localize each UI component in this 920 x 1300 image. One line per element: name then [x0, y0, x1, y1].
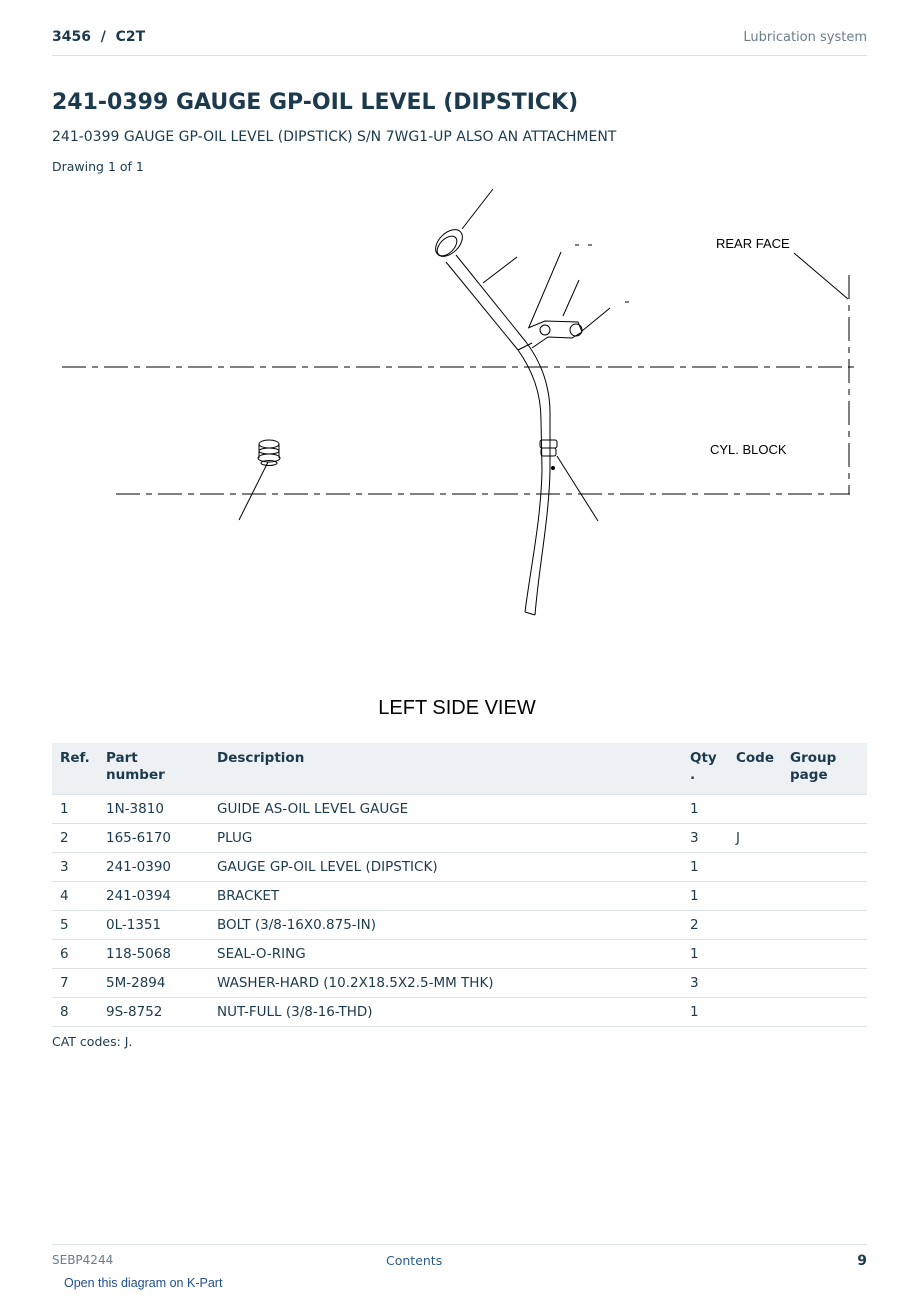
page-subtitle: 241-0399 GAUGE GP-OIL LEVEL (DIPSTICK) S/N 7WG1-UP ALSO AN ATTACHMENT: [52, 129, 617, 145]
table-row: [52, 795, 867, 824]
drawing-count-label: Drawing 1 of 1: [52, 159, 144, 174]
page-title: 241-0399 GAUGE GP-OIL LEVEL (DIPSTICK): [52, 90, 579, 115]
description-cell: GUIDE AS-OIL LEVEL GAUGE: [209, 795, 682, 824]
description-cell: BRACKET: [209, 882, 682, 911]
parts-table: [52, 743, 867, 1027]
group-page-header: Group page: [782, 743, 867, 795]
part-number-cell: 118-5068: [98, 940, 209, 969]
code-cell: [728, 911, 782, 940]
qty-cell: 3: [682, 824, 728, 853]
kpart-diagram-link[interactable]: Open this diagram on K-Part: [64, 1276, 223, 1290]
ref-cell: 3: [52, 853, 98, 882]
qty-cell: 1: [682, 998, 728, 1027]
code-header: Code: [728, 743, 782, 795]
description-cell: SEAL-O-RING: [209, 940, 682, 969]
group-page-cell: [782, 882, 867, 911]
group-page-cell: [782, 969, 867, 998]
ref-cell: 1: [52, 795, 98, 824]
table-row: [52, 998, 867, 1027]
cat-codes-note: CAT codes: J.: [52, 1034, 133, 1049]
code-cell: [728, 853, 782, 882]
table-row: [52, 882, 867, 911]
code-cell: [728, 998, 782, 1027]
group-page-cell: [782, 998, 867, 1027]
table-row: [52, 940, 867, 969]
code-cell: [728, 940, 782, 969]
section-label: Lubrication system: [743, 30, 867, 45]
contents-link[interactable]: Contents: [386, 1253, 443, 1268]
code-cell: [728, 969, 782, 998]
cyl-block-label: CYL. BLOCK: [710, 442, 787, 457]
group-page-cell: [782, 911, 867, 940]
description-cell: GAUGE GP-OIL LEVEL (DIPSTICK): [209, 853, 682, 882]
ref-cell: 4: [52, 882, 98, 911]
qty-cell: 1: [682, 882, 728, 911]
qty-cell: 1: [682, 795, 728, 824]
description-header: Description: [209, 743, 682, 795]
part-number-cell: 9S-8752: [98, 998, 209, 1027]
ref-cell: 8: [52, 998, 98, 1027]
view-caption: LEFT SIDE VIEW: [378, 697, 536, 719]
table-row: [52, 911, 867, 940]
qty-cell: 1: [682, 853, 728, 882]
description-cell: WASHER-HARD (10.2X18.5X2.5-MM THK): [209, 969, 682, 998]
part-number-cell: 241-0394: [98, 882, 209, 911]
ref-cell: 7: [52, 969, 98, 998]
part-number-cell: 5M-2894: [98, 969, 209, 998]
description-cell: NUT-FULL (3/8-16-THD): [209, 998, 682, 1027]
part-number-cell: 241-0390: [98, 853, 209, 882]
rear-face-label: REAR FACE: [716, 236, 790, 251]
group-page-cell: [782, 940, 867, 969]
table-row: [52, 969, 867, 998]
part-number-header: Part number: [98, 743, 209, 795]
ref-cell: 2: [52, 824, 98, 853]
code-cell: [728, 795, 782, 824]
qty-header: Qty .: [682, 743, 728, 795]
table-row: [52, 824, 867, 853]
page-number: 9: [857, 1253, 867, 1269]
parts-diagram: [0, 180, 914, 640]
qty-cell: 3: [682, 969, 728, 998]
part-number-cell: 165-6170: [98, 824, 209, 853]
qty-cell: 1: [682, 940, 728, 969]
ref-header: Ref.: [52, 743, 98, 795]
part-number-cell: 1N-3810: [98, 795, 209, 824]
table-header-row: [52, 743, 867, 795]
description-cell: BOLT (3/8-16X0.875-IN): [209, 911, 682, 940]
code-cell: [728, 882, 782, 911]
ref-cell: 6: [52, 940, 98, 969]
group-page-cell: [782, 853, 867, 882]
description-cell: PLUG: [209, 824, 682, 853]
qty-cell: 2: [682, 911, 728, 940]
ref-cell: 5: [52, 911, 98, 940]
table-row: [52, 853, 867, 882]
page-header: [52, 28, 867, 56]
document-id: SEBP4244: [52, 1253, 114, 1267]
page-footer: [52, 1244, 867, 1275]
code-cell: J: [728, 824, 782, 853]
group-page-cell: [782, 824, 867, 853]
part-number-cell: 0L-1351: [98, 911, 209, 940]
model-label: 3456 / C2T: [52, 29, 146, 45]
group-page-cell: [782, 795, 867, 824]
